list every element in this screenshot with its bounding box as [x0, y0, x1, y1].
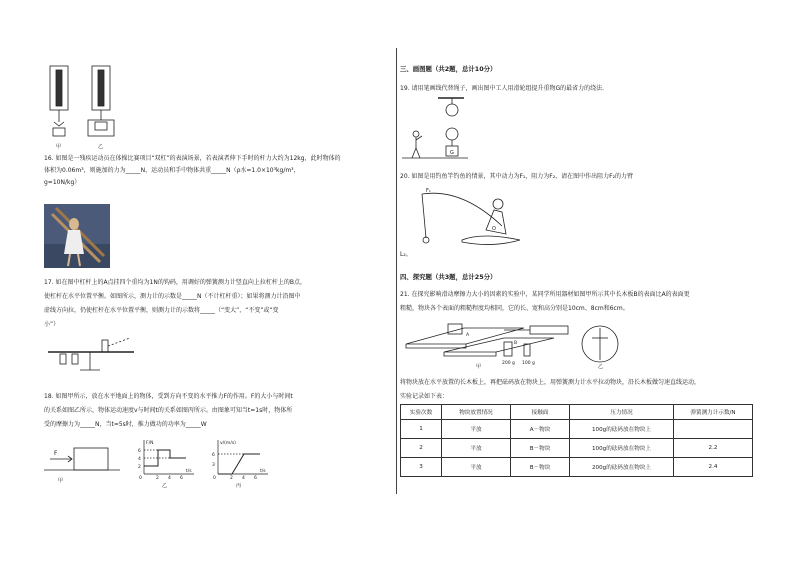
fig-label-jia: 甲	[56, 144, 62, 150]
svg-text:乙: 乙	[598, 364, 604, 370]
table-cell: 100g的砝码放在物块上	[570, 420, 674, 439]
table-header-row	[401, 405, 753, 420]
svg-text:4: 4	[138, 457, 141, 462]
svg-text:v/(m/s): v/(m/s)	[220, 441, 236, 446]
table-cell: 3	[401, 458, 442, 477]
q17-line4: 小”）	[44, 321, 60, 328]
fishing-figure	[402, 186, 522, 252]
q21-line1: 21. 在探究影响滑动摩擦力大小的因素的实验中，某同学所用器材如图甲所示其中长木板B的表面比A的表面更	[400, 291, 690, 298]
q18-fig-yi-force-time	[136, 436, 198, 488]
table-cell: 2	[401, 439, 442, 458]
table-cell: 平放	[442, 439, 511, 458]
table-cell: 200g的砝码放在物块上	[570, 458, 674, 477]
svg-text:丙: 丙	[236, 483, 242, 488]
table-header: 接触面	[511, 405, 570, 420]
q17-line2: 使杠杆在水平位置平衡。如图所示，测力计的示数是_____N（不计杠杆重）；如果将测力计沿图中	[44, 293, 301, 300]
lever-figure	[44, 336, 144, 374]
apparatus-figure	[404, 318, 644, 370]
q19-text: 19. 请用笔画线代替绳子，画出图中工人用滑轮组提升重物G的最省力的绕法.	[400, 85, 605, 92]
svg-text:2: 2	[230, 476, 233, 481]
table-cell: B－物块	[511, 439, 570, 458]
svg-text:F₁: F₁	[426, 188, 431, 194]
table-header: 压力情况	[570, 405, 674, 420]
table-header: 物块放置情况	[442, 405, 511, 420]
svg-text:2: 2	[138, 465, 141, 470]
table-row	[401, 439, 753, 458]
q16-line2: 体积为0.06m³，则施加的力为_____N，运动员和手中物体共重_____N（ρ水=1.0×10³kg/m³，	[44, 167, 300, 174]
fig-label-yi: 乙	[98, 144, 104, 150]
svg-text:甲: 甲	[476, 364, 482, 370]
q17-line3: 虚线方向拉，仍使杠杆在水平位置平衡，则测力计的示数将_____（“变大”、“不变”或“变	[44, 307, 279, 314]
q20-line2: L₂。	[400, 251, 412, 258]
svg-text:A: A	[466, 333, 470, 338]
q17-line1: 17. 如在图中杠杆上的A点挂四个重均为1N的钩码，用调好的弹簧测力计竖直向上拉杠杆上的B点，	[44, 279, 306, 286]
table-cell: B－物块	[511, 458, 570, 477]
q18-line3: 受的摩擦力为_____N，当t=5s时，推力做功的功率为_____W	[44, 421, 207, 428]
svg-text:3: 3	[212, 463, 215, 468]
svg-text:t/s: t/s	[186, 469, 192, 474]
gymnast-photo	[44, 204, 110, 268]
svg-text:0: 0	[213, 476, 216, 481]
svg-text:B: B	[514, 341, 518, 346]
q18-line2: 的关系如图乙所示，物体运动速度v与时间t的关系如图丙所示。由图象可知当t=1s时，物体所	[44, 407, 293, 414]
q20-text: 20. 如图是用钓鱼竿钓鱼的情景，其中动力为F₁，阻力为F₂，请在图中作出阻力F₂的力臂	[400, 173, 634, 180]
table-row	[401, 420, 753, 439]
svg-text:100 g: 100 g	[522, 361, 535, 366]
svg-text:O: O	[492, 226, 496, 232]
q18-fig-jia	[44, 440, 120, 486]
table-cell: 2.2	[674, 439, 753, 458]
q16-line1: 16. 如图是一残疾运动员在体操比赛项目“双杠”的表演场景，若表演者伸下手时的杆力大约为12kg，此时物体的	[44, 155, 341, 162]
spring-scale-figure	[44, 64, 124, 154]
table-cell: 100g的砝码放在物块上	[570, 439, 674, 458]
table-cell: 2.4	[674, 458, 753, 477]
svg-text:200 g: 200 g	[502, 361, 515, 366]
force-label: F	[54, 450, 58, 457]
table-header: 实验次数	[401, 405, 442, 420]
svg-text:4: 4	[168, 476, 171, 481]
svg-text:6: 6	[254, 476, 257, 481]
q21-line4: 实验记录如下表：	[400, 393, 449, 400]
svg-text:6: 6	[180, 476, 183, 481]
column-divider	[396, 48, 397, 494]
svg-text:乙: 乙	[162, 483, 168, 488]
table-row	[401, 458, 753, 477]
fig-jia-label: 甲	[58, 478, 64, 484]
q21-line2: 粗糙，物块各个表面的粗糙程度均相同，它的长、宽和高分别是10cm、8cm和6cm。	[400, 305, 629, 312]
svg-text:F/N: F/N	[146, 441, 154, 446]
svg-text:0: 0	[139, 476, 142, 481]
friction-data-table	[400, 404, 753, 477]
svg-text:6: 6	[212, 453, 215, 458]
pulley-figure	[402, 96, 468, 164]
table-cell	[674, 420, 753, 439]
svg-text:t/s: t/s	[260, 469, 266, 474]
table-cell: 平放	[442, 420, 511, 439]
q21-line3: 将物块放在水平放置的长木板上，再把砝码放在物块上，用弹簧测力计水平拉动物块，沿长木板做匀速直线运动，	[400, 379, 701, 386]
section3-title: 三、画图题（共2题，总计10分）	[400, 65, 497, 73]
q18-line1: 18. 如图甲所示，放在水平地面上的物体，受到方向不变的水平推力F的作用。F的大小与时间t	[44, 393, 293, 400]
table-cell: 1	[401, 420, 442, 439]
svg-text:4: 4	[242, 476, 245, 481]
table-cell: A－物块	[511, 420, 570, 439]
svg-text:6: 6	[138, 449, 141, 454]
section4-title: 四、探究题（共3题，总计25分）	[400, 273, 497, 281]
svg-text:2: 2	[156, 476, 159, 481]
q18-fig-bing-velocity-time	[210, 436, 272, 488]
table-header: 弹簧测力计示数/N	[674, 405, 753, 420]
weight-g-label: G	[450, 150, 454, 156]
q16-line3: g=10N/kg）	[44, 179, 81, 186]
table-cell: 平放	[442, 458, 511, 477]
